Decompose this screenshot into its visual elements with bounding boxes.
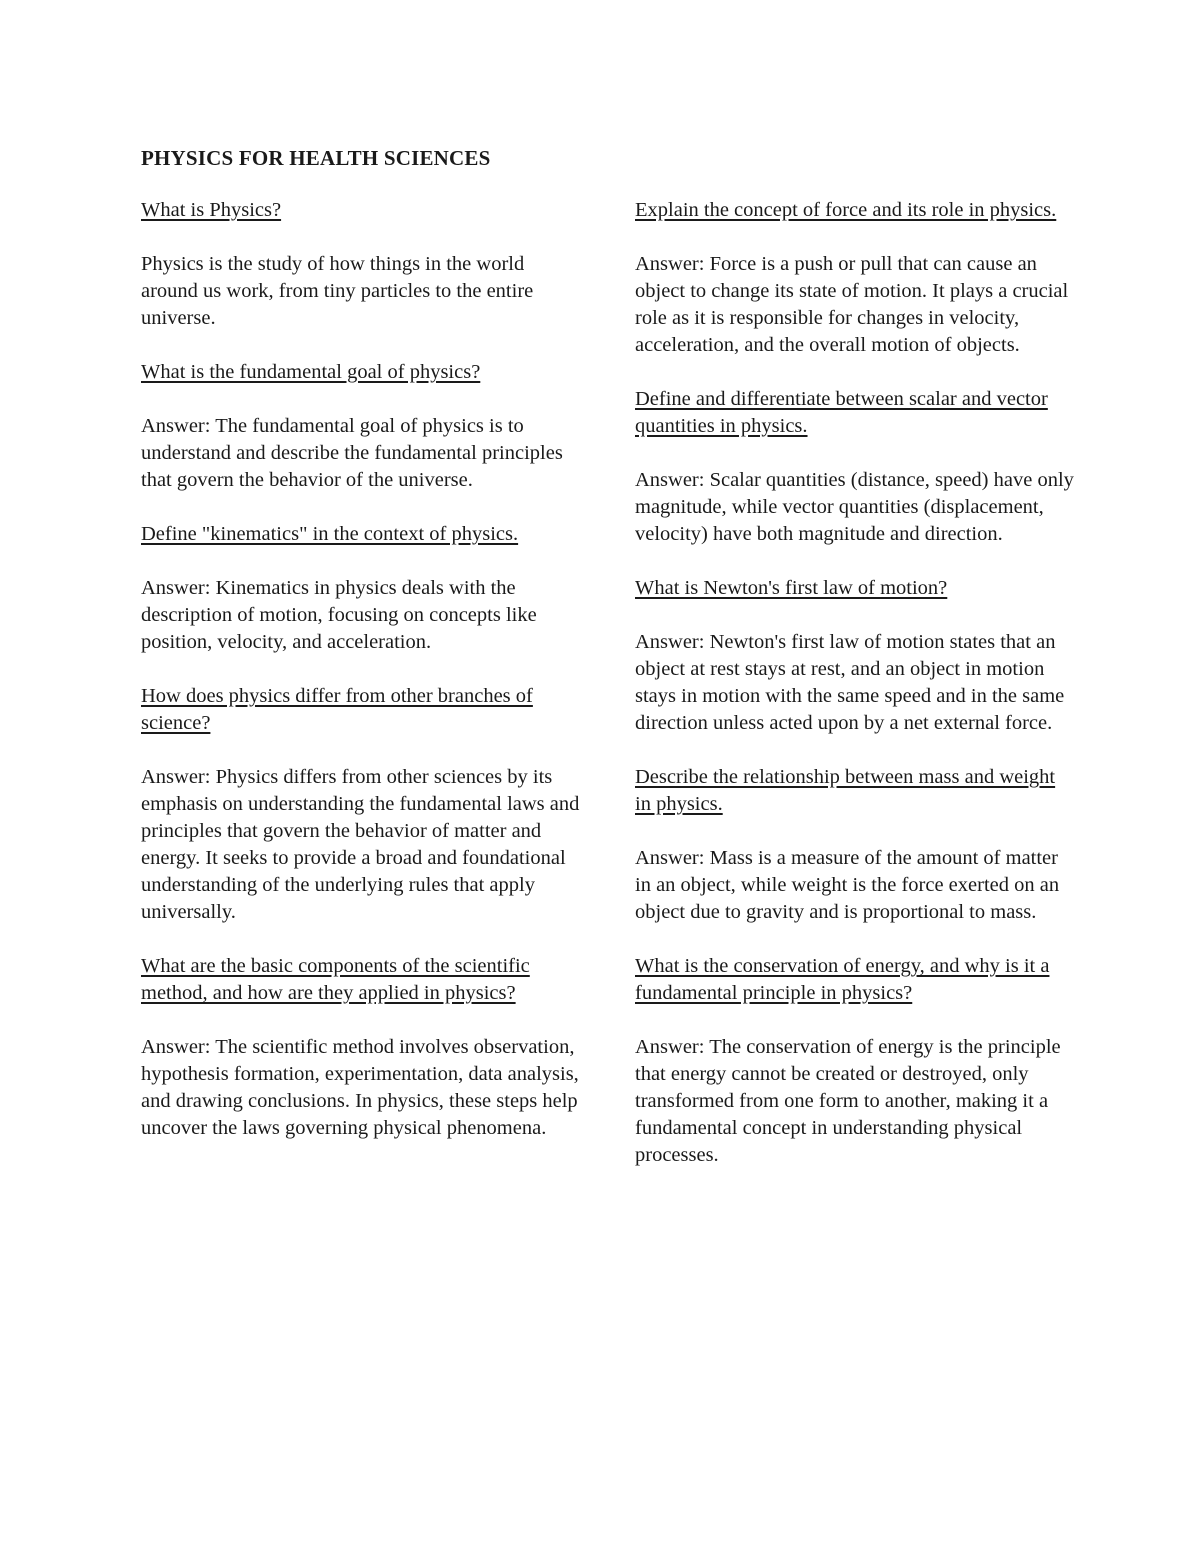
answer: Answer: The scientific method involves observation, hypothesis formation, experimentation, data analysis, and drawing conclusions. In physics, these steps help uncover the laws governing physical phenomena. xyxy=(141,1036,579,1139)
answer: Answer: Kinematics in physics deals with the description of motion, focusing on concepts like position, velocity, and acceleration. xyxy=(141,577,537,653)
question: How does physics differ from other branches of science? xyxy=(141,685,533,734)
question: Define "kinematics" in the context of physics. xyxy=(141,523,519,545)
question: What are the basic components of the scientific method, and how are they applied in physics? xyxy=(141,955,530,1004)
question: What is Physics? xyxy=(141,199,282,221)
answer: Answer: The fundamental goal of physics is to understand and describe the fundamental principles that govern the behavior of the universe. xyxy=(141,415,563,491)
question: Explain the concept of force and its role in physics. xyxy=(635,199,1057,221)
qa-item xyxy=(141,521,581,656)
qa-item xyxy=(635,764,1075,926)
question: What is Newton's first law of motion? xyxy=(635,577,948,599)
qa-item xyxy=(141,359,581,494)
qa-item xyxy=(635,575,1075,737)
question: Describe the relationship between mass and weight in physics. xyxy=(635,766,1056,815)
answer: Answer: Force is a push or pull that can cause an object to change its state of motion. It plays a crucial role as it is responsible for changes in velocity, acceleration, and the overall motion of objects. xyxy=(635,253,1069,356)
qa-item xyxy=(635,386,1075,548)
answer: Answer: Physics differs from other sciences by its emphasis on understanding the fundamental laws and principles that govern the behavior of matter and energy. It seeks to provide a broad and foundational understanding of the underlying rules that apply universally. xyxy=(141,766,580,923)
left-column xyxy=(141,197,581,1169)
answer: Answer: The conservation of energy is the principle that energy cannot be created or destroyed, only transformed from one form to another, making it a fundamental concept in understanding physical processes. xyxy=(635,1036,1061,1166)
answer: Answer: Scalar quantities (distance, speed) have only magnitude, while vector quantities (displacement, velocity) have both magnitude and direction. xyxy=(635,469,1074,545)
qa-item xyxy=(635,197,1075,359)
question: What is the fundamental goal of physics? xyxy=(141,361,481,383)
qa-item xyxy=(141,197,581,332)
question: Define and differentiate between scalar and vector quantities in physics. xyxy=(635,388,1048,437)
question: What is the conservation of energy, and why is it a fundamental principle in physics? xyxy=(635,955,1050,1004)
qa-item xyxy=(635,953,1075,1169)
answer: Answer: Mass is a measure of the amount of matter in an object, while weight is the force exerted on an object due to gravity and is proportional to mass. xyxy=(635,847,1060,923)
qa-item xyxy=(141,683,581,926)
document-title: PHYSICS FOR HEALTH SCIENCES xyxy=(141,146,491,170)
qa-item xyxy=(141,953,581,1142)
right-column xyxy=(635,197,1075,1196)
answer: Answer: Newton's first law of motion states that an object at rest stays at rest, and an object in motion stays in motion with the same speed and in the same direction unless acted upon by a net external force. xyxy=(635,631,1065,734)
answer: Physics is the study of how things in the world around us work, from tiny particles to the entire universe. xyxy=(141,253,534,329)
